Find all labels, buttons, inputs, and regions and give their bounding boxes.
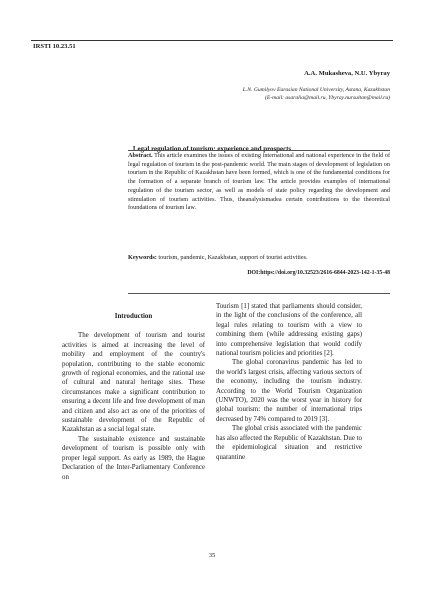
abstract-label: Abstract. [128,152,153,159]
abstract-bottom-rule [128,293,390,294]
author-emails: (E-mail: asaralia@mail.ru, Ybyray.nursultan@mail.ru) [265,95,390,101]
left-column [62,302,205,482]
paper-title: Legal regulation of tourism: experience and prospects [132,146,292,153]
right-column [216,302,362,462]
paragraph: The development of tourism and tourist activities is aimed at increasing the level of mobility and employment of the country's population, contributing to the stable economic growth of regional economies, and the rational use of cultural and natural heritage sites. These circumstances make a significant contribution to ensuring a decent life and free development of man and citizen and also act as one of the priorities of sustainable development of the Republic of Kazakhstan as a social legal state. [62,332,205,434]
doi[interactable]: DOI:https://doi.org/10.32523/2616-6844-2023-142-1-35-48 [247,270,390,276]
header-rule [31,40,393,41]
page-number: 35 [208,552,216,559]
keywords [128,254,390,263]
keywords-label: Keywords: [128,254,157,261]
abstract-text: This article examines the issues of existing international and national experience in the field of legal regulation of tourism in the post-pandemic world. The main stages of development of legislation on tourism in the Republic of Kazakhstan have been formed, which is one of the fundamental conditions for the formation of a separate branch of tourism law. The article provides examples of international regulation of the tourism sector, as well as models of state policy regarding the development and stimulation of tourism activities. Thus, theanalysismadea certain contributions to the theoretical foundations of tourism law. [128,152,390,212]
paragraph: The global crisis associated with the pandemic has also affected the Republic of Kazakhstan. Due to the epidemiological situation and restrictive quarantine [216,425,362,461]
section-heading: Introduction [114,313,153,320]
paragraph: Tourism [1] stated that parliaments should consider, in the light of the conclusions of the conference, all legal rules relating to tourism with a view to combining them (while addressing existing gaps) into comprehensive legislation that would codify national tourism policies and priorities [2]. [216,303,362,358]
affiliation-block [160,86,390,102]
abstract-top-rule [128,150,390,151]
irsti-code: IRSTI 10.23.51 [33,43,76,50]
paragraph: The global coronavirus pandemic has led to the world's largest crisis, affecting various sectors of the economy, including the tourism industry. According to the World Tourism Organization (UNWTO), 2020 was the worst year in history for global tourism: the number of international trips decreased by 74% compared to 2019 [3]. [216,359,362,423]
abstract [128,152,390,213]
keywords-text: tourism, pandemic, Kazakhstan, support of tourist activities. [156,254,308,261]
authors: A.A. Mukasheva, N.U. Ybyray [304,70,390,77]
paragraph: The sustainable existence and sustainable development of tourism is possible only with proper legal support. As early as 1989, the Hague Declaration of the Inter-Parliamentary Conference on [62,435,205,481]
affiliation: L.N. Gumilyov Eurasian National University, Astana, Kazakhstan [242,87,390,93]
